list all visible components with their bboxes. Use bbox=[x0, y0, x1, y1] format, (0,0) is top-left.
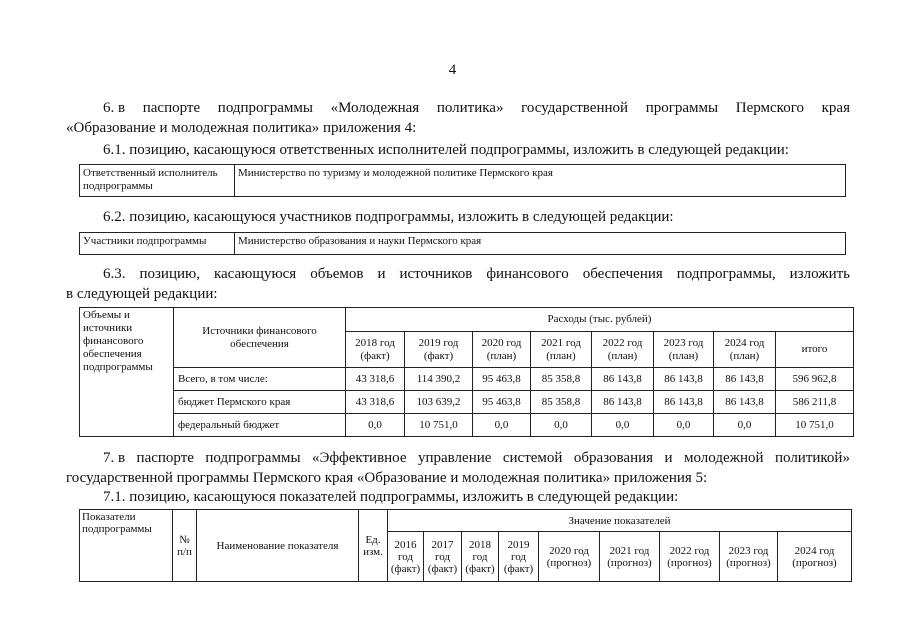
word: «Эффективное bbox=[311, 450, 407, 466]
finance-year-header: 2024 год (план) bbox=[714, 332, 776, 368]
indicators-year-header: 2018 год (факт) bbox=[462, 532, 499, 582]
finance-cell: 0,0 bbox=[531, 414, 592, 437]
para6-3-line1 bbox=[103, 265, 850, 284]
word: подпрограммы, bbox=[676, 266, 776, 282]
indicators-row-label: Показатели подпрограммы bbox=[80, 510, 173, 582]
participants-label: Участники подпрограммы bbox=[80, 233, 235, 255]
responsible-value: Министерство по туризму и молодежной политике Пермского края bbox=[235, 165, 846, 197]
finance-year-header: 2020 год (план) bbox=[473, 332, 531, 368]
indicators-year-header: 2023 год (прогноз) bbox=[720, 532, 778, 582]
word: изложить bbox=[789, 266, 850, 282]
finance-expenses-header: Расходы (тыс. рублей) bbox=[346, 308, 854, 332]
indicators-year-header: 2017 год (факт) bbox=[424, 532, 462, 582]
indicators-name-header: Наименование показателя bbox=[197, 510, 359, 582]
finance-cell: 86 143,8 bbox=[714, 391, 776, 414]
finance-cell: 114 390,2 bbox=[405, 368, 473, 391]
finance-cell: 0,0 bbox=[714, 414, 776, 437]
word: паспорте bbox=[136, 450, 194, 466]
para7-1: 7.1. позицию, касающуюся показателей подпрограммы, изложить в следующей редакции: bbox=[103, 489, 679, 505]
finance-cell: 0,0 bbox=[346, 414, 405, 437]
word: источников bbox=[399, 266, 473, 282]
word: образования bbox=[573, 450, 654, 466]
finance-source: Всего, в том числе: bbox=[174, 368, 346, 391]
word: подпрограммы bbox=[205, 450, 301, 466]
indicators-num-header: № п/п bbox=[173, 510, 197, 582]
participants-value: Министерство образования и науки Пермского края bbox=[235, 233, 846, 255]
word: государственной bbox=[521, 100, 629, 116]
finance-cell: 95 463,8 bbox=[473, 368, 531, 391]
finance-cell: 95 463,8 bbox=[473, 391, 531, 414]
finance-cell: 86 143,8 bbox=[714, 368, 776, 391]
word: финансового bbox=[486, 266, 569, 282]
word: системой bbox=[502, 450, 563, 466]
finance-cell: 86 143,8 bbox=[654, 368, 714, 391]
word: управление bbox=[417, 450, 492, 466]
para6-1: 6.1. позицию, касающуюся ответственных исполнителей подпрограммы, изложить в следующей редакции: bbox=[103, 142, 789, 158]
finance-cell: 0,0 bbox=[654, 414, 714, 437]
page-number: 4 bbox=[448, 62, 457, 78]
word: подпрограммы bbox=[217, 100, 313, 116]
para7-line1 bbox=[103, 449, 850, 468]
finance-cell: 85 358,8 bbox=[531, 368, 592, 391]
indicators-year-header: 2024 год (прогноз) bbox=[778, 532, 852, 582]
word: обеспечения bbox=[582, 266, 663, 282]
table-row bbox=[80, 414, 854, 437]
responsible-label: Ответственный исполнитель подпрограммы bbox=[80, 165, 235, 197]
finance-source-header: Источники финансового обеспечения bbox=[174, 308, 346, 368]
table-participants bbox=[79, 232, 846, 255]
table-indicators bbox=[79, 509, 852, 582]
indicators-year-header: 2021 год (прогноз) bbox=[600, 532, 660, 582]
finance-year-header: итого bbox=[776, 332, 854, 368]
finance-cell: 0,0 bbox=[592, 414, 654, 437]
word: и bbox=[377, 266, 386, 282]
finance-year-header: 2021 год (план) bbox=[531, 332, 592, 368]
indicators-unit-header: Ед. изм. bbox=[359, 510, 388, 582]
finance-cell: 86 143,8 bbox=[654, 391, 714, 414]
table-row bbox=[80, 391, 854, 414]
finance-source: федеральный бюджет bbox=[174, 414, 346, 437]
finance-cell: 86 143,8 bbox=[592, 368, 654, 391]
word: 7. в bbox=[103, 450, 126, 466]
finance-cell: 10 751,0 bbox=[405, 414, 473, 437]
finance-year-header: 2023 год (план) bbox=[654, 332, 714, 368]
word: касающуюся bbox=[213, 266, 297, 282]
word: паспорте bbox=[142, 100, 201, 116]
para6-3-line2: в следующей редакции: bbox=[66, 286, 218, 302]
finance-year-header: 2018 год (факт) bbox=[346, 332, 405, 368]
word: политикой» bbox=[774, 450, 850, 466]
finance-cell: 103 639,2 bbox=[405, 391, 473, 414]
indicators-year-header: 2022 год (прогноз) bbox=[660, 532, 720, 582]
finance-cell: 43 318,6 bbox=[346, 391, 405, 414]
word: позицию, bbox=[139, 266, 200, 282]
word: края bbox=[821, 100, 850, 116]
indicators-year-header: 2016 год (факт) bbox=[388, 532, 424, 582]
finance-cell: 586 211,8 bbox=[776, 391, 854, 414]
finance-source: бюджет Пермского края bbox=[174, 391, 346, 414]
indicators-year-header: 2019 год (факт) bbox=[499, 532, 539, 582]
word: 6. в bbox=[103, 100, 126, 116]
finance-year-header: 2019 год (факт) bbox=[405, 332, 473, 368]
finance-cell: 0,0 bbox=[473, 414, 531, 437]
para6-2: 6.2. позицию, касающуюся участников подпрограммы, изложить в следующей редакции: bbox=[103, 209, 674, 225]
para7-line2: государственной программы Пермского края «Образование и молодежная политика» приложения 5: bbox=[66, 470, 708, 486]
word: политика» bbox=[436, 100, 504, 116]
word: «Молодежная bbox=[330, 100, 420, 116]
word: молодежной bbox=[683, 450, 764, 466]
finance-cell: 86 143,8 bbox=[592, 391, 654, 414]
word: объемов bbox=[310, 266, 364, 282]
word: программы bbox=[645, 100, 719, 116]
table-row bbox=[80, 368, 854, 391]
finance-row-label: Объемы и источники финансового обеспечения подпрограммы bbox=[80, 308, 174, 437]
table-finance bbox=[79, 307, 854, 437]
finance-cell: 43 318,6 bbox=[346, 368, 405, 391]
finance-cell: 85 358,8 bbox=[531, 391, 592, 414]
finance-cell: 10 751,0 bbox=[776, 414, 854, 437]
finance-cell: 596 962,8 bbox=[776, 368, 854, 391]
word: и bbox=[664, 450, 673, 466]
para6-line2: «Образование и молодежная политика» приложения 4: bbox=[66, 120, 417, 136]
para6-line1 bbox=[103, 99, 850, 118]
indicators-value-header: Значение показателей bbox=[388, 510, 852, 532]
indicators-year-header: 2020 год (прогноз) bbox=[539, 532, 600, 582]
word: 6.3. bbox=[103, 266, 126, 282]
finance-year-header: 2022 год (план) bbox=[592, 332, 654, 368]
table-responsible bbox=[79, 164, 846, 197]
word: Пермского bbox=[735, 100, 804, 116]
